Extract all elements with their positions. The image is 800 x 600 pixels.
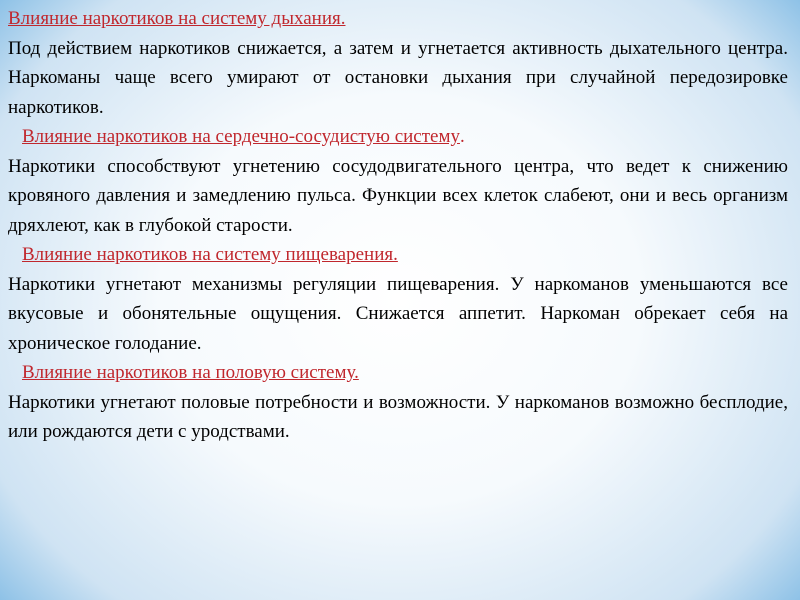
slide-content	[8, 4, 788, 447]
section-body-cardiovascular: Наркотики способствуют угнетению сосудодвигательного центра, что ведет к снижению кровяного давления и замедлению пульса. Функции всех клеток слабеют, они и весь организм дряхлеют, как в глубокой старости.	[8, 155, 788, 236]
section-heading-respiratory	[8, 4, 788, 34]
heading-text: Влияние наркотиков на половую систему.	[22, 362, 359, 383]
heading-text: Влияние наркотиков на систему дыхания.	[8, 8, 346, 29]
section-body-digestive: Наркотики угнетают механизмы регуляции пищеварения. У наркоманов уменьшаются все вкусовые и обонятельные ощущения. Снижается аппетит. Наркоман обрекает себя на хроническое голодание.	[8, 273, 788, 354]
section-respiratory	[8, 4, 788, 122]
section-heading-cardiovascular	[8, 122, 788, 152]
section-cardiovascular	[8, 122, 788, 240]
heading-text: Влияние наркотиков на сердечно-сосудистую систему	[22, 126, 460, 147]
heading-trail: .	[459, 126, 465, 147]
heading-text: Влияние наркотиков на систему пищеварения.	[22, 244, 398, 265]
section-heading-reproductive	[8, 358, 788, 388]
section-body-respiratory: Под действием наркотиков снижается, а затем и угнетается активность дыхательного центра. Наркоманы чаще всего умирают от остановки дыхания при случайной передозировке наркотиков.	[8, 37, 788, 118]
section-reproductive	[8, 358, 788, 447]
section-digestive	[8, 240, 788, 358]
section-heading-digestive	[8, 240, 788, 270]
section-body-reproductive: Наркотики угнетают половые потребности и возможности. У наркоманов возможно бесплодие, или рождаются дети с уродствами.	[8, 391, 788, 442]
